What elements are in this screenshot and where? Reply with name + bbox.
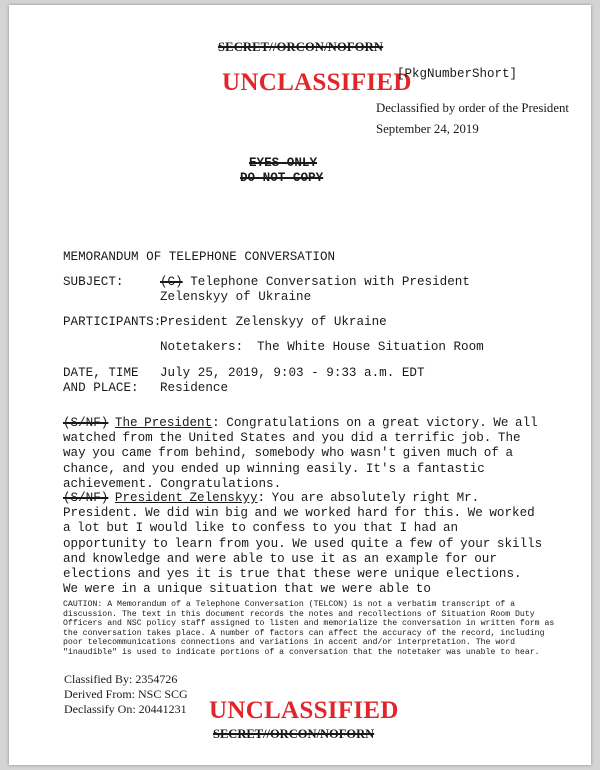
paragraph-zelenskyy [63,491,543,597]
classified-by: Classified By: 2354726 [64,672,178,686]
eyes-only-marking: EYES ONLY [249,156,318,170]
date-label-2: AND PLACE: [63,381,139,395]
place-value: Residence [160,381,229,395]
participants-label: PARTICIPANTS: [63,315,162,329]
declassified-note: Declassified by order of the President [376,101,569,115]
classification-marking-top: SECRET//ORCON/NOFORN [218,40,384,54]
subject-value [160,275,470,290]
unclassified-stamp-bottom: UNCLASSIFIED [209,697,399,724]
subject-label: SUBJECT: [63,275,124,289]
unclassified-stamp-top: UNCLASSIFIED [222,69,412,96]
classification-footer [64,672,188,717]
document-page [9,5,591,765]
memo-title: MEMORANDUM OF TELEPHONE CONVERSATION [63,250,336,264]
paragraph-text: : You are absolutely right Mr. President. We did win big and we worked hard for this. We worked a lot but I would like to confess to you that I had an opportunity to learn from you. We used quite a few of your skills and knowledge and were able to use it as an example for our elections and yes it is true that these were unique elections. We were in a unique situation that we were able to [63,491,543,597]
declassify-on: Declassify On: 20441231 [64,702,187,716]
subject-line-2: Zelenskyy of Ukraine [160,290,312,304]
subject-line-1: Telephone Conversation with President [190,275,470,289]
date-label-1: DATE, TIME [63,366,139,380]
package-number: [PkgNumberShort] [397,67,518,81]
speaker-name: President Zelenskyy [114,491,258,505]
paragraph-text: : Congratulations on a great victory. We all watched from the United States and you did a terrific job. The way you came from behind, somebody who wasn't given much of a chance, and you ended up winning easily. It's a fantastic achievement. Congratulations. [63,416,538,491]
do-not-copy-marking: DO NOT COPY [240,171,324,185]
speaker-name: The President [114,416,213,430]
paragraph-classification-marking: (S/NF) [63,416,109,430]
notetakers-value: The White House Situation Room [257,340,484,354]
paragraph-president [63,416,543,492]
derived-from: Derived From: NSC SCG [64,687,188,701]
subject-classification-marking: (C) [160,275,183,289]
declassified-date: September 24, 2019 [376,122,479,136]
classification-marking-bottom: SECRET//ORCON/NOFORN [213,727,375,741]
date-value: July 25, 2019, 9:03 - 9:33 a.m. EDT [160,366,425,380]
notetakers-label: Notetakers: [160,340,244,354]
caution-note: CAUTION: A Memorandum of a Telephone Conversation (TELCON) is not a verbatim transcript of a discussion. The text in this document records the notes and recollections of Situation Room Duty Officers and NSC policy staff assigned to listen and memorialize the conversation in written form as the conversation takes place. A number of factors can affect the accuracy of the record, including poor telecommunications connections and variations in accent and/or interpretation. The word "inaudible" is used to indicate portions of a conversation that the notetaker was unable to hear. [63,600,555,657]
paragraph-classification-marking: (S/NF) [63,491,109,505]
participants-value: President Zelenskyy of Ukraine [160,315,387,329]
